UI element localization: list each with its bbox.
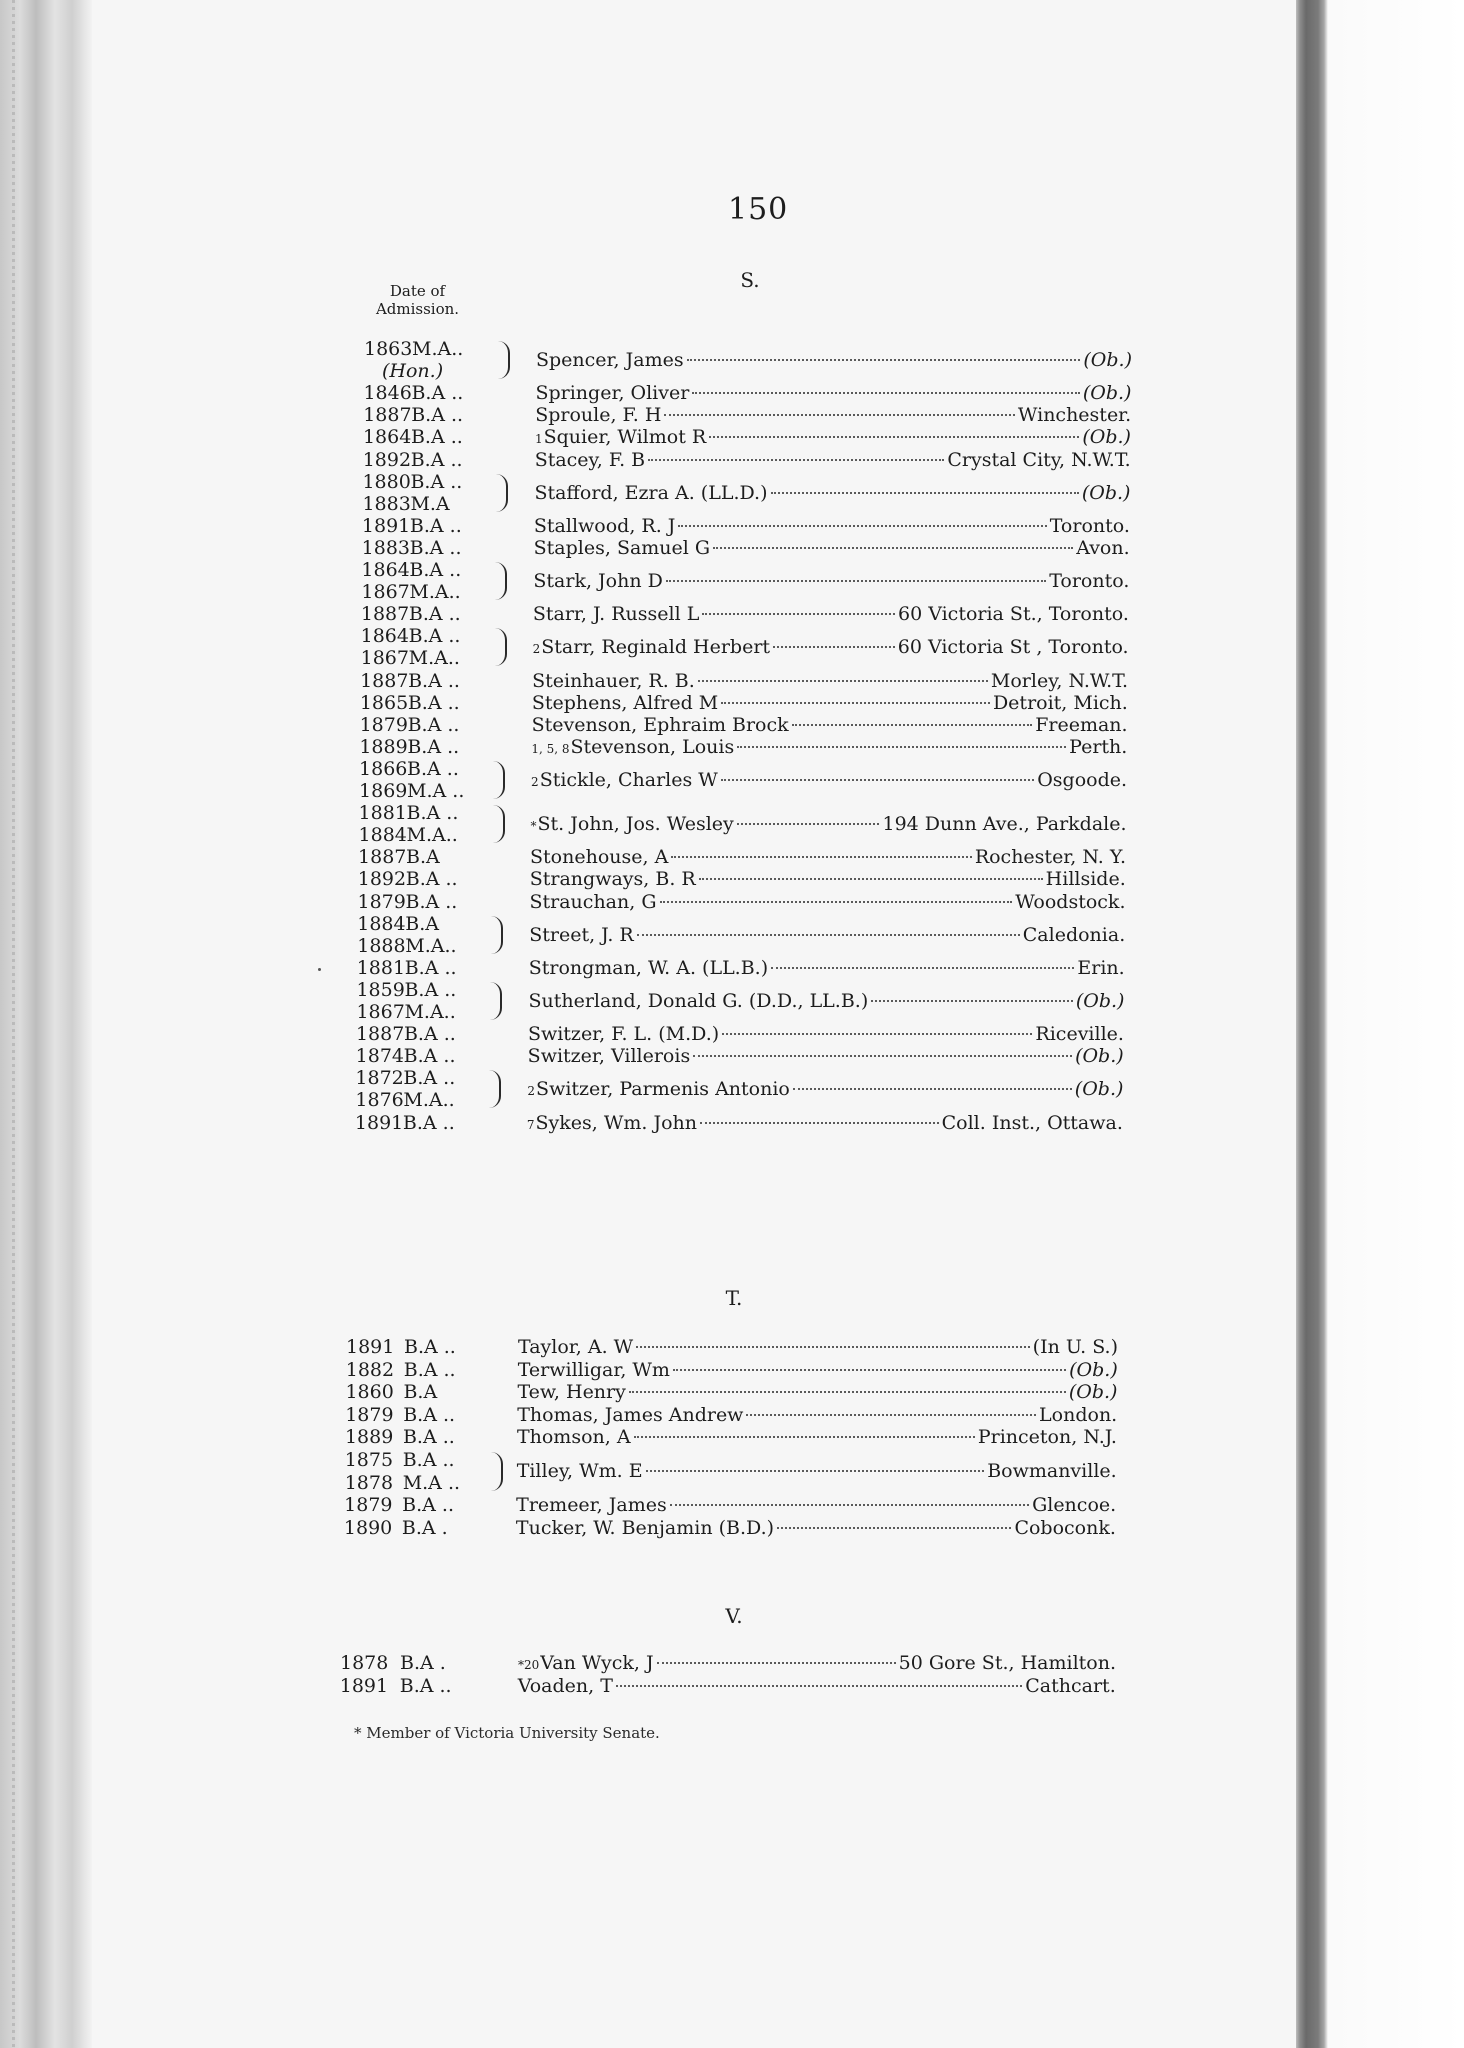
leader-dots — [657, 1662, 896, 1664]
admission-year: 1867 — [360, 647, 409, 670]
residence: (In U. S.) — [1032, 1336, 1118, 1358]
person-name: Thomson, A — [516, 1426, 631, 1449]
person-name: Voaden, T — [517, 1674, 613, 1697]
degree: M.A — [410, 492, 450, 515]
register-entry — [0, 603, 1204, 625]
residence: Osgoode. — [1037, 768, 1128, 791]
residence: (Ob.) — [1069, 1358, 1118, 1381]
degree: M.A.. — [412, 338, 464, 360]
degree: B.A .. — [411, 382, 464, 405]
leader-dots — [673, 1369, 1066, 1371]
admission-year: 1880 — [362, 470, 411, 493]
admission-year: 1879 — [359, 713, 408, 736]
person-name: Sutherland, Donald G. (D.D., LL.B.) — [528, 989, 869, 1012]
register-entry: 2 Starr, Reginald Herbert 60 Victoria St , Toronto. — [532, 636, 1129, 659]
person-name: Stonehouse, A — [530, 846, 669, 869]
person-name: Staples, Samuel G — [533, 536, 711, 559]
register-entry — [0, 537, 1204, 559]
admission-year: 1878 — [340, 1652, 389, 1674]
leader-dots — [692, 392, 1080, 394]
leader-dots — [678, 525, 1046, 527]
person-name: Taylor, A. W — [518, 1336, 634, 1358]
leader-dots — [700, 1122, 939, 1124]
register-entry — [0, 692, 1204, 714]
admission-year: 1879 — [345, 1403, 394, 1426]
admission-year: 1882 — [345, 1358, 395, 1381]
column-header-line-1: Date of — [389, 282, 446, 300]
admission-year: 1879 — [344, 1494, 393, 1517]
person-name: Switzer, F. L. (M.D.) — [527, 1023, 720, 1046]
leader-dots — [722, 1033, 1032, 1035]
admission-year: 1867 — [361, 581, 410, 604]
register-entry — [0, 1494, 1204, 1516]
register-entry — [0, 957, 1204, 979]
person-name: Stafford, Ezra A. (LL.D.) — [534, 481, 768, 504]
residence: Crystal City, N.W.T. — [947, 448, 1131, 471]
residence: Woodstock. — [1015, 890, 1126, 913]
residence: Winchester. — [1017, 404, 1132, 427]
residence: Caledonia. — [1022, 923, 1126, 946]
register-entry: * St. John, Jos. Wesley 194 Dunn Ave., Parkdale. — [530, 813, 1127, 836]
register-entry: 1, 5, 8 Stevenson, Louis Perth. — [531, 735, 1128, 758]
degree: B.A .. — [405, 868, 458, 891]
residence: Erin. — [1077, 956, 1125, 979]
section-letter: S. — [740, 268, 760, 292]
person-name: Stark, John D — [533, 570, 663, 593]
degree: B.A .. — [408, 603, 461, 626]
leader-dots — [616, 1685, 1022, 1687]
person-name: Starr, J. Russell L — [532, 603, 700, 626]
leader-dots — [771, 492, 1079, 494]
degree: B.A .. — [408, 625, 461, 648]
residence: 194 Dunn Ave., Parkdale. — [882, 813, 1127, 836]
leader-dots — [771, 967, 1074, 969]
person-name: Sykes, Wm. John — [535, 1111, 698, 1134]
degree: B.A .. — [406, 802, 459, 825]
degree: B.A .. — [411, 404, 464, 427]
degree: M.A.. — [409, 581, 461, 604]
residence: Riceville. — [1035, 1023, 1124, 1046]
register-entry: 2 Stickle, Charles W Osgoode. — [531, 768, 1128, 791]
register-entry — [0, 868, 1204, 890]
person-name: Steinhauer, R. B. — [532, 669, 695, 692]
leader-dots — [646, 1470, 985, 1472]
residence: Coll. Inst., Ottawa. — [941, 1111, 1123, 1134]
admission-year: 1890 — [343, 1516, 393, 1539]
person-name: Terwilligar, Wm — [517, 1358, 670, 1381]
degree: B.A .. — [402, 1111, 455, 1134]
section-letter: T. — [725, 1286, 743, 1310]
admission-year: 1887 — [363, 404, 412, 427]
admission-year: 1887 — [358, 846, 407, 869]
residence: (Ob.) — [1068, 1381, 1118, 1404]
residence: (Ob.) — [1075, 989, 1125, 1012]
residence: Toronto. — [1049, 570, 1130, 593]
degree: M.A.. — [404, 1001, 456, 1023]
register-entry — [0, 515, 1204, 537]
leader-dots — [777, 1527, 1011, 1529]
degree: B.A .. — [402, 1494, 455, 1517]
residence: Coboconk. — [1014, 1516, 1116, 1539]
column-header-line-2: Admission. — [375, 300, 460, 318]
register-entry: 7 Sykes, Wm. John Coll. Inst., Ottawa. — [526, 1111, 1123, 1134]
degree: B.A .. — [407, 713, 460, 736]
leader-dots — [699, 878, 1043, 880]
leader-dots — [629, 1391, 1066, 1393]
register-entry — [0, 1381, 1204, 1403]
residence: Rochester, N. Y. — [974, 846, 1127, 869]
leader-dots — [634, 1436, 975, 1438]
leader-dots — [792, 724, 1033, 726]
admission-year: 1860 — [345, 1381, 394, 1404]
admission-year: 1889 — [359, 735, 408, 758]
person-name: Sproule, F. H — [535, 404, 662, 427]
degree: B.A .. — [407, 735, 460, 758]
residence: (Ob.) — [1074, 1078, 1124, 1101]
residence: (Ob.) — [1075, 1045, 1124, 1068]
person-name: Spencer, James — [536, 349, 684, 372]
admission-year: 1875 — [344, 1449, 394, 1471]
admission-year: 1863 — [364, 338, 413, 360]
admission-year: 1869 — [359, 780, 408, 802]
register-entry — [0, 382, 1204, 404]
person-name: Strongman, W. A. (LL.B.) — [528, 956, 769, 979]
admission-year: (Hon.) — [382, 360, 444, 383]
leader-dots — [713, 547, 1073, 549]
admission-year: 1884 — [358, 824, 407, 847]
degree: B.A .. — [399, 1674, 452, 1697]
register-entry — [0, 1517, 1204, 1539]
residence: Hillside. — [1045, 868, 1126, 891]
admission-year: 1881 — [358, 802, 407, 825]
leader-dots — [793, 1088, 1072, 1090]
leader-dots — [671, 856, 972, 858]
person-name: Stickle, Charles W — [539, 768, 718, 791]
residence: Bowmanville. — [987, 1460, 1117, 1483]
degree: M.A .. — [402, 1471, 461, 1494]
leader-dots — [664, 414, 1014, 416]
degree: B.A .. — [409, 536, 462, 559]
degree: M.A .. — [407, 780, 465, 802]
admission-year: 1889 — [344, 1426, 394, 1449]
admission-year: 1876 — [355, 1089, 404, 1112]
residence: Detroit, Mich. — [992, 691, 1128, 714]
column-header — [360, 282, 475, 318]
degree: B.A .. — [403, 1403, 456, 1426]
register-entry: 1 Squier, Wilmot R (Ob.) — [534, 426, 1131, 449]
admission-year: 1872 — [355, 1067, 404, 1090]
degree: B.A .. — [410, 470, 463, 493]
register-entry — [0, 924, 1204, 946]
person-name: Tremeer, James — [516, 1494, 667, 1517]
register-entry — [0, 846, 1204, 868]
stray-mark — [318, 968, 321, 971]
register-entry — [0, 1023, 1204, 1045]
residence: Morley, N.W.T. — [990, 669, 1129, 692]
person-name: Squier, Wilmot R — [543, 426, 707, 449]
admission-year: 1891 — [354, 1111, 404, 1134]
person-name: Street, J. R — [529, 923, 634, 946]
register-entry: *20 Van Wyck, J 50 Gore St., Hamilton. — [518, 1652, 1116, 1674]
section-letter: V. — [725, 1604, 743, 1628]
leader-dots — [737, 823, 880, 825]
register-entry — [0, 1675, 1204, 1697]
degree: B.A .. — [410, 448, 463, 471]
admission-year: 1888 — [357, 934, 406, 957]
degree: B.A .. — [408, 669, 460, 692]
admission-year: 1891 — [339, 1674, 389, 1697]
admission-year: 1864 — [360, 625, 409, 648]
degree: M.A.. — [403, 1089, 455, 1112]
admission-year: 1864 — [361, 559, 410, 581]
admission-year: 1864 — [362, 426, 412, 449]
register-entry: 2 Switzer, Parmenis Antonio (Ob.) — [527, 1078, 1124, 1101]
person-name: Tilley, Wm. E — [516, 1460, 643, 1483]
leader-dots — [666, 580, 1046, 582]
degree: B.A .. — [405, 890, 458, 913]
register-entry — [0, 1359, 1204, 1381]
person-name: Tew, Henry — [517, 1381, 626, 1404]
degree: B.A .. — [402, 1426, 455, 1449]
person-name: Stephens, Alfred M — [531, 691, 719, 714]
admission-year: 1867 — [356, 1001, 405, 1023]
residence: Cathcart. — [1025, 1674, 1116, 1697]
register-entry — [0, 482, 1204, 504]
residence: Toronto. — [1049, 514, 1130, 537]
admission-year: 1881 — [356, 956, 406, 979]
admission-year: 1892 — [362, 448, 412, 471]
person-name: Strauchan, G — [529, 890, 657, 913]
page-number: 150 — [728, 192, 789, 227]
leader-dots — [637, 934, 1020, 936]
leader-dots — [702, 613, 895, 615]
admission-year: 1891 — [361, 514, 411, 537]
degree: M.A.. — [408, 647, 460, 670]
admission-year: 1874 — [355, 1045, 405, 1068]
degree: M.A.. — [405, 934, 457, 957]
register-entry — [0, 1460, 1204, 1482]
leader-dots — [693, 1055, 1072, 1057]
footnote: * Member of Victoria University Senate. — [354, 1724, 660, 1742]
admission-year: 1887 — [360, 669, 409, 692]
leader-dots — [773, 646, 895, 648]
degree: M.A.. — [406, 824, 458, 847]
person-name: Stallwood, R. J — [533, 514, 676, 537]
degree: B.A .. — [402, 1449, 455, 1471]
register-entry — [0, 714, 1204, 736]
person-name: Stevenson, Ephraim Brock — [531, 713, 789, 736]
degree: B.A — [403, 1381, 438, 1404]
person-name: Switzer, Parmenis Antonio — [536, 1078, 790, 1101]
degree: B.A .. — [403, 1067, 456, 1090]
register-entry — [0, 990, 1204, 1012]
leader-dots — [721, 779, 1034, 781]
person-name: Thomas, James Andrew — [517, 1403, 744, 1426]
admission-year: 1883 — [361, 536, 411, 559]
degree: B.A .. — [403, 1023, 456, 1046]
person-name: Stevenson, Louis — [570, 735, 735, 758]
admission-year: 1846 — [363, 382, 412, 405]
degree: B.A .. — [409, 514, 462, 537]
leader-dots — [687, 359, 1081, 361]
admission-year: 1891 — [346, 1336, 395, 1358]
degree: B.A — [406, 846, 440, 869]
leader-dots — [737, 746, 1066, 748]
register-entry — [0, 404, 1204, 426]
residence: (Ob.) — [1083, 349, 1132, 372]
register-entry — [0, 1336, 1204, 1358]
person-name: Strangways, B. R — [529, 868, 696, 891]
admission-year: 1865 — [359, 691, 409, 714]
person-name: Starr, Reginald Herbert — [541, 636, 771, 659]
residence: London. — [1039, 1403, 1118, 1426]
degree: B.A .. — [403, 1358, 456, 1381]
degree: B.A .. — [404, 1336, 456, 1358]
residence: (Ob.) — [1082, 426, 1131, 449]
residence: 60 Victoria St., Toronto. — [898, 603, 1129, 626]
admission-year: 1859 — [356, 978, 405, 1001]
admission-year: 1866 — [359, 757, 408, 780]
residence: 50 Gore St., Hamilton. — [898, 1652, 1116, 1674]
residence: Avon. — [1076, 536, 1130, 559]
book-page-edge-right — [1296, 0, 1464, 2048]
register-entry — [0, 1426, 1204, 1448]
residence: 60 Victoria St , Toronto. — [897, 636, 1129, 659]
person-name: Springer, Oliver — [535, 382, 690, 405]
register-entry — [0, 670, 1204, 692]
degree: B.A .. — [404, 956, 457, 979]
degree: B.A . — [400, 1652, 446, 1674]
person-name: Switzer, Villerois — [527, 1045, 691, 1068]
residence: Princeton, N.J. — [977, 1426, 1117, 1449]
residence: Freeman. — [1035, 713, 1128, 736]
admission-year: 1892 — [357, 868, 407, 891]
person-name: Van Wyck, J — [540, 1652, 654, 1674]
degree: B.A — [405, 912, 439, 935]
person-name: Stacey, F. B — [534, 448, 646, 471]
register-entry — [0, 349, 1204, 371]
leader-dots — [670, 1504, 1029, 1506]
admission-year: 1879 — [357, 890, 406, 913]
leader-dots — [698, 680, 988, 682]
admission-year: 1884 — [357, 912, 406, 935]
leader-dots — [746, 1414, 1036, 1416]
admission-year: 1887 — [355, 1023, 405, 1046]
register-entry — [0, 1404, 1204, 1426]
register-entry — [0, 891, 1204, 913]
leader-dots — [648, 459, 944, 461]
residence: (Ob.) — [1081, 481, 1131, 504]
leader-dots — [871, 1000, 1073, 1002]
leader-dots — [636, 1346, 1029, 1348]
admission-year: 1878 — [344, 1471, 394, 1494]
leader-dots — [660, 901, 1013, 903]
residence: Perth. — [1069, 735, 1128, 758]
register-entry — [0, 1045, 1204, 1067]
residence: Glencoe. — [1032, 1494, 1117, 1517]
admission-year: 1887 — [360, 603, 410, 626]
register-entry — [0, 570, 1204, 592]
degree: B.A .. — [409, 559, 462, 581]
residence: (Ob.) — [1082, 382, 1132, 405]
degree: B.A .. — [407, 691, 460, 714]
degree: B.A .. — [407, 757, 459, 780]
degree: B.A .. — [410, 426, 463, 449]
admission-year: 1883 — [362, 492, 411, 515]
person-name: St. John, Jos. Wesley — [537, 813, 734, 836]
degree: B.A . — [401, 1516, 448, 1539]
person-name: Tucker, W. Benjamin (B.D.) — [515, 1516, 775, 1539]
leader-dots — [721, 702, 990, 704]
degree: B.A .. — [404, 978, 457, 1001]
degree: B.A .. — [403, 1045, 456, 1068]
leader-dots — [709, 436, 1079, 438]
register-entry — [0, 449, 1204, 471]
